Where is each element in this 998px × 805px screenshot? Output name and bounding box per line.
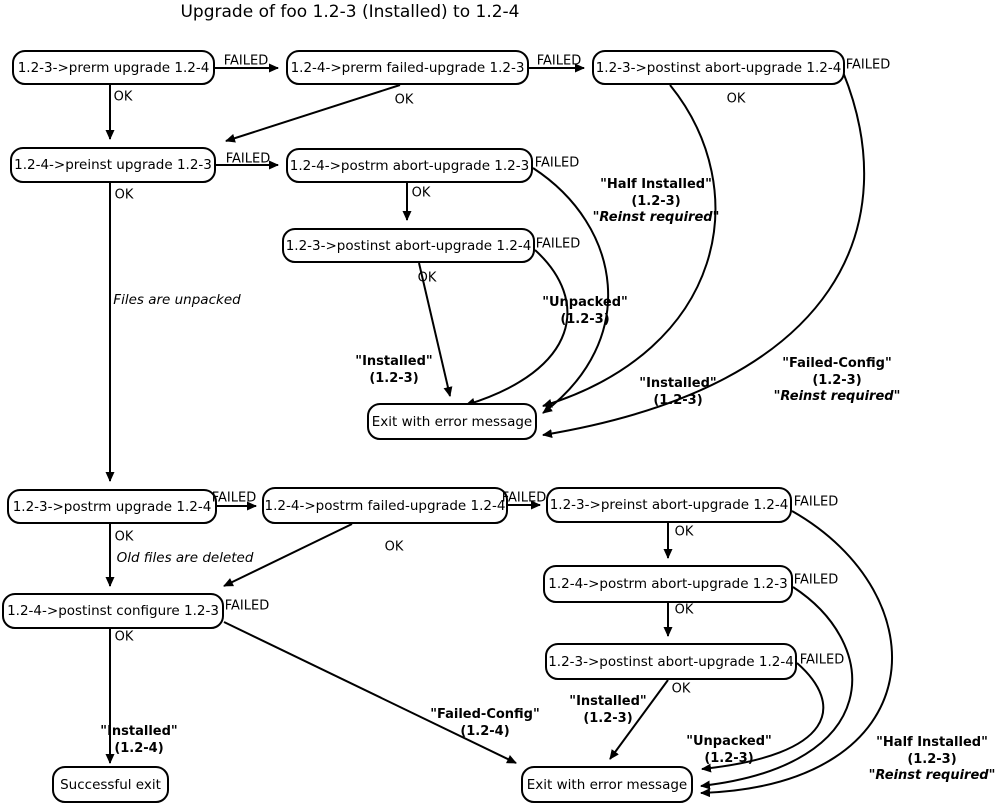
note-label-1: Old files are deleted	[116, 550, 254, 566]
node-postinst-abort-top: 1.2-3->postinst abort-upgrade 1.2-4	[592, 50, 845, 85]
edge-label-failed-14: FAILED	[793, 494, 839, 510]
edge-label-ok-9: OK	[411, 185, 431, 201]
node-exit-error-2: Exit with error message	[521, 766, 693, 803]
node-preinst-abort: 1.2-3->preinst abort-upgrade 1.2-4	[546, 487, 792, 523]
state-label-line: "Installed"	[355, 354, 433, 369]
node-postrm-abort-mid: 1.2-4->postrm abort-upgrade 1.2-3	[286, 148, 533, 183]
state-label-line: "Installed"	[100, 724, 178, 739]
node-postinst-configure: 1.2-4->postinst configure 1.2-3	[2, 593, 224, 629]
edge-label-failed-6: FAILED	[225, 151, 271, 167]
state-label-line: "Half Installed"	[600, 177, 712, 192]
edge-label-failed-12: FAILED	[211, 490, 257, 506]
state-label-line: (1.2-3)	[653, 392, 703, 408]
edge-prerm-failed-upgrade-to-preinst-upgrade-ok	[226, 85, 400, 141]
state-label-line: (1.2-3)	[812, 372, 862, 388]
edge-label-ok-4: OK	[394, 92, 414, 108]
state-label-line: "Installed"	[569, 694, 647, 709]
edge-label-failed-2: FAILED	[845, 57, 891, 73]
node-postrm-failed-upgrade: 1.2-4->postrm failed-upgrade 1.2-4	[262, 487, 508, 524]
state-label-line: (1.2-3)	[631, 193, 681, 209]
state-label-unpacked-mid	[542, 295, 628, 328]
edge-label-failed-13: FAILED	[501, 490, 547, 506]
state-label-line: "Unpacked"	[542, 295, 628, 310]
state-label-line: "Half Installed"	[876, 735, 988, 750]
edge-label-failed-0: FAILED	[223, 53, 269, 69]
state-label-line: "Reinst required"	[592, 210, 720, 225]
state-label-line: (1.2-3)	[369, 370, 419, 386]
edge-label-ok-8: OK	[114, 187, 134, 203]
state-label-line: "Unpacked"	[686, 734, 772, 749]
edge-label-failed-18: FAILED	[793, 572, 839, 588]
edge-label-failed-20: FAILED	[224, 598, 270, 614]
state-label-installed-right	[639, 376, 716, 409]
edge-label-failed-7: FAILED	[534, 155, 580, 171]
state-label-line: "Reinst required"	[773, 389, 901, 404]
edge-label-ok-19: OK	[674, 602, 694, 618]
edge-label-ok-5: OK	[726, 91, 746, 107]
state-label-line: "Failed-Config"	[430, 707, 540, 722]
edge-postinst-configure-to-exit-error-2-failed	[224, 622, 516, 763]
state-label-unpacked-bottom	[686, 734, 772, 767]
edge-label-ok-17: OK	[674, 524, 694, 540]
state-label-line: "Installed"	[639, 376, 717, 391]
edge-label-failed-10: FAILED	[535, 236, 581, 252]
note-label-0: Files are unpacked	[113, 292, 241, 308]
node-successful-exit: Successful exit	[52, 766, 169, 803]
node-preinst-upgrade: 1.2-4->preinst upgrade 1.2-3	[10, 147, 216, 183]
edge-label-ok-15: OK	[114, 529, 134, 545]
state-label-line: "Failed-Config"	[782, 356, 892, 371]
edge-label-failed-1: FAILED	[536, 53, 582, 69]
node-exit-error-1: Exit with error message	[367, 403, 537, 440]
edge-label-ok-11: OK	[417, 270, 437, 286]
state-label-failed-config-right	[774, 356, 901, 406]
state-label-installed-mid	[355, 354, 432, 387]
state-label-line: (1.2-3)	[560, 311, 610, 327]
node-postrm-abort-bottom: 1.2-4->postrm abort-upgrade 1.2-3	[543, 565, 793, 603]
edge-label-ok-16: OK	[384, 539, 404, 555]
edge-label-ok-3: OK	[113, 89, 133, 105]
diagram-title: Upgrade of foo 1.2-3 (Installed) to 1.2-4	[180, 2, 520, 22]
state-label-line: (1.2-4)	[460, 723, 510, 739]
state-label-line: (1.2-3)	[583, 710, 633, 726]
edge-label-ok-23: OK	[671, 681, 691, 697]
edge-label-failed-22: FAILED	[799, 652, 845, 668]
node-prerm-failed-upgrade: 1.2-4->prerm failed-upgrade 1.2-3	[286, 50, 529, 85]
state-label-line: (1.2-3)	[907, 751, 957, 767]
state-label-installed-bottom-left	[100, 724, 177, 757]
state-label-failed-config-bottom	[430, 707, 540, 740]
node-postinst-abort-mid: 1.2-3->postinst abort-upgrade 1.2-4	[282, 228, 535, 263]
state-label-half-installed-mid	[593, 177, 720, 227]
edge-label-ok-21: OK	[114, 629, 134, 645]
state-label-line: "Reinst required"	[868, 768, 996, 783]
state-label-half-installed-bottom	[869, 735, 996, 785]
state-label-line: (1.2-4)	[114, 740, 164, 756]
state-label-installed-bottom	[569, 694, 646, 727]
state-label-line: (1.2-3)	[704, 750, 754, 766]
node-prerm-upgrade: 1.2-3->prerm upgrade 1.2-4	[12, 50, 215, 85]
node-postrm-upgrade: 1.2-3->postrm upgrade 1.2-4	[7, 489, 217, 524]
node-postinst-abort-bottom: 1.2-3->postinst abort-upgrade 1.2-4	[545, 643, 797, 680]
